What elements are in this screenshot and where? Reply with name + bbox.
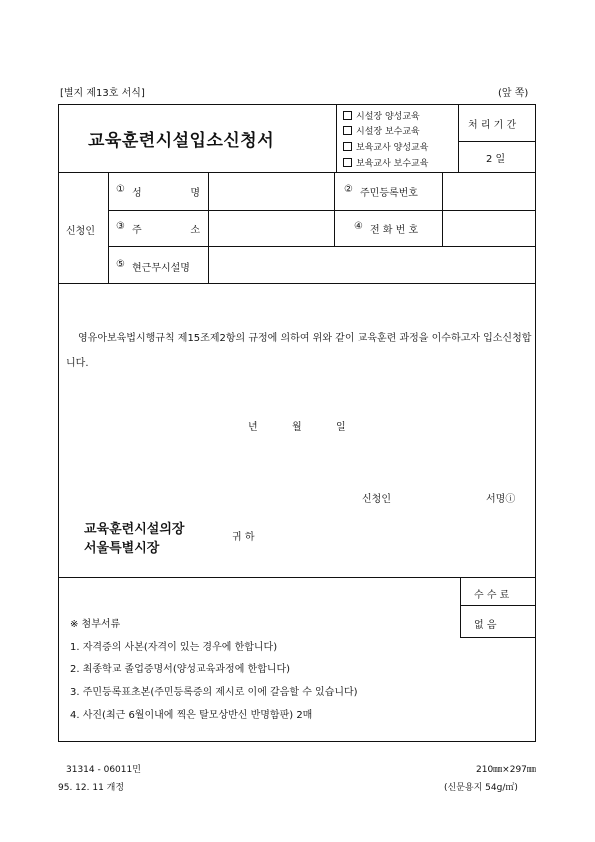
addressee-seoul-mayor: 서울특별시장	[84, 541, 160, 556]
right-label-divider	[442, 172, 443, 246]
rrn-input[interactable]	[444, 174, 534, 208]
page-side-label: (앞 쪽)	[498, 88, 529, 99]
applicant-label-divider	[108, 172, 109, 283]
footer-paper-type: (신문용지 54g/㎡)	[444, 783, 518, 793]
honorific-label: 귀 하	[232, 532, 255, 543]
rrn-number: ②	[344, 184, 353, 195]
name-label: 성 명	[132, 188, 200, 199]
course-option-director-refresher[interactable]: 시설장 보수교육	[343, 124, 420, 137]
title-options-divider	[336, 104, 337, 172]
attachment-item: 2. 최종학교 졸업증명서(양성교육과정에 한합니다)	[70, 664, 291, 675]
fee-box-left-line	[460, 577, 461, 637]
date-year-label: 년	[248, 422, 258, 433]
attachment-item: 4. 사진(최근 6월이내에 찍은 탈모상반신 반명함판) 2매	[70, 710, 313, 721]
form-number: [별지 제13호 서식]	[60, 88, 145, 99]
mid-field-divider	[334, 172, 335, 246]
applicant-row1-line	[108, 210, 536, 211]
applicant-row2-line	[108, 246, 536, 247]
checkbox-icon[interactable]	[343, 158, 352, 167]
applicant-section-label: 신청인	[66, 226, 95, 237]
fee-box-bottom-line	[460, 637, 536, 638]
applicant-section-bottom-line	[58, 283, 536, 284]
phone-number: ④	[354, 221, 363, 232]
processing-period-value: 2 일	[486, 154, 506, 165]
field-label-divider	[208, 172, 209, 283]
phone-input[interactable]	[444, 212, 534, 244]
form-title: 교육훈련시설입소신청서	[88, 131, 275, 151]
course-option-teacher-training[interactable]: 보육교사 양성교육	[343, 140, 428, 153]
title-row-bottom-line	[58, 172, 536, 173]
options-processing-divider	[458, 104, 459, 172]
address-label: 주 소	[132, 225, 200, 236]
signature-applicant-label: 신청인	[362, 494, 391, 505]
fee-divider-line	[460, 605, 536, 606]
attachment-item: 3. 주민등록표초본(주민등록증의 제시로 이에 갈음할 수 있습니다)	[70, 687, 358, 698]
attachments-title: ※ 첨부서류	[70, 619, 121, 630]
rrn-label: 주민등록번호	[360, 188, 418, 199]
address-number: ③	[116, 221, 125, 232]
name-number: ①	[116, 184, 125, 195]
workplace-number: ⑤	[116, 259, 125, 270]
date-day-label: 일	[336, 422, 346, 433]
name-input[interactable]	[210, 174, 332, 208]
processing-divider-line	[458, 141, 536, 142]
course-option-director-training[interactable]: 시설장 양성교육	[343, 109, 420, 122]
checkbox-icon[interactable]	[343, 142, 352, 151]
checkbox-icon[interactable]	[343, 111, 352, 120]
date-month-label: 월	[292, 422, 302, 433]
attachment-item: 1. 자격증의 사본(자격이 있는 경우에 한합니다)	[70, 642, 278, 653]
workplace-label: 현근무시설명	[132, 263, 190, 274]
signature-label: 서명ⓘ	[486, 494, 516, 505]
footer-revision-date: 95. 12. 11 개정	[58, 783, 125, 793]
fee-value: 없 음	[474, 620, 497, 631]
footer-paper-size: 210㎜×297㎜	[476, 765, 536, 775]
processing-period-label: 처 리 기 간	[468, 120, 517, 131]
address-input[interactable]	[210, 212, 332, 244]
workplace-input[interactable]	[210, 248, 534, 281]
footer-code: 31314 - 06011민	[66, 765, 141, 775]
fee-label: 수 수 료	[474, 590, 510, 601]
course-option-teacher-refresher[interactable]: 보육교사 보수교육	[343, 156, 428, 169]
application-statement: 영유아보육법시행규칙 제15조제2항의 규정에 의하여 위와 같이 교육훈련 과정을 이수하고자 입소신청합니다.	[66, 333, 532, 369]
phone-label: 전 화 번 호	[370, 225, 419, 236]
checkbox-icon[interactable]	[343, 126, 352, 135]
addressee-facility-head: 교육훈련시설의장	[84, 522, 185, 537]
body-section-bottom-line	[58, 577, 536, 578]
